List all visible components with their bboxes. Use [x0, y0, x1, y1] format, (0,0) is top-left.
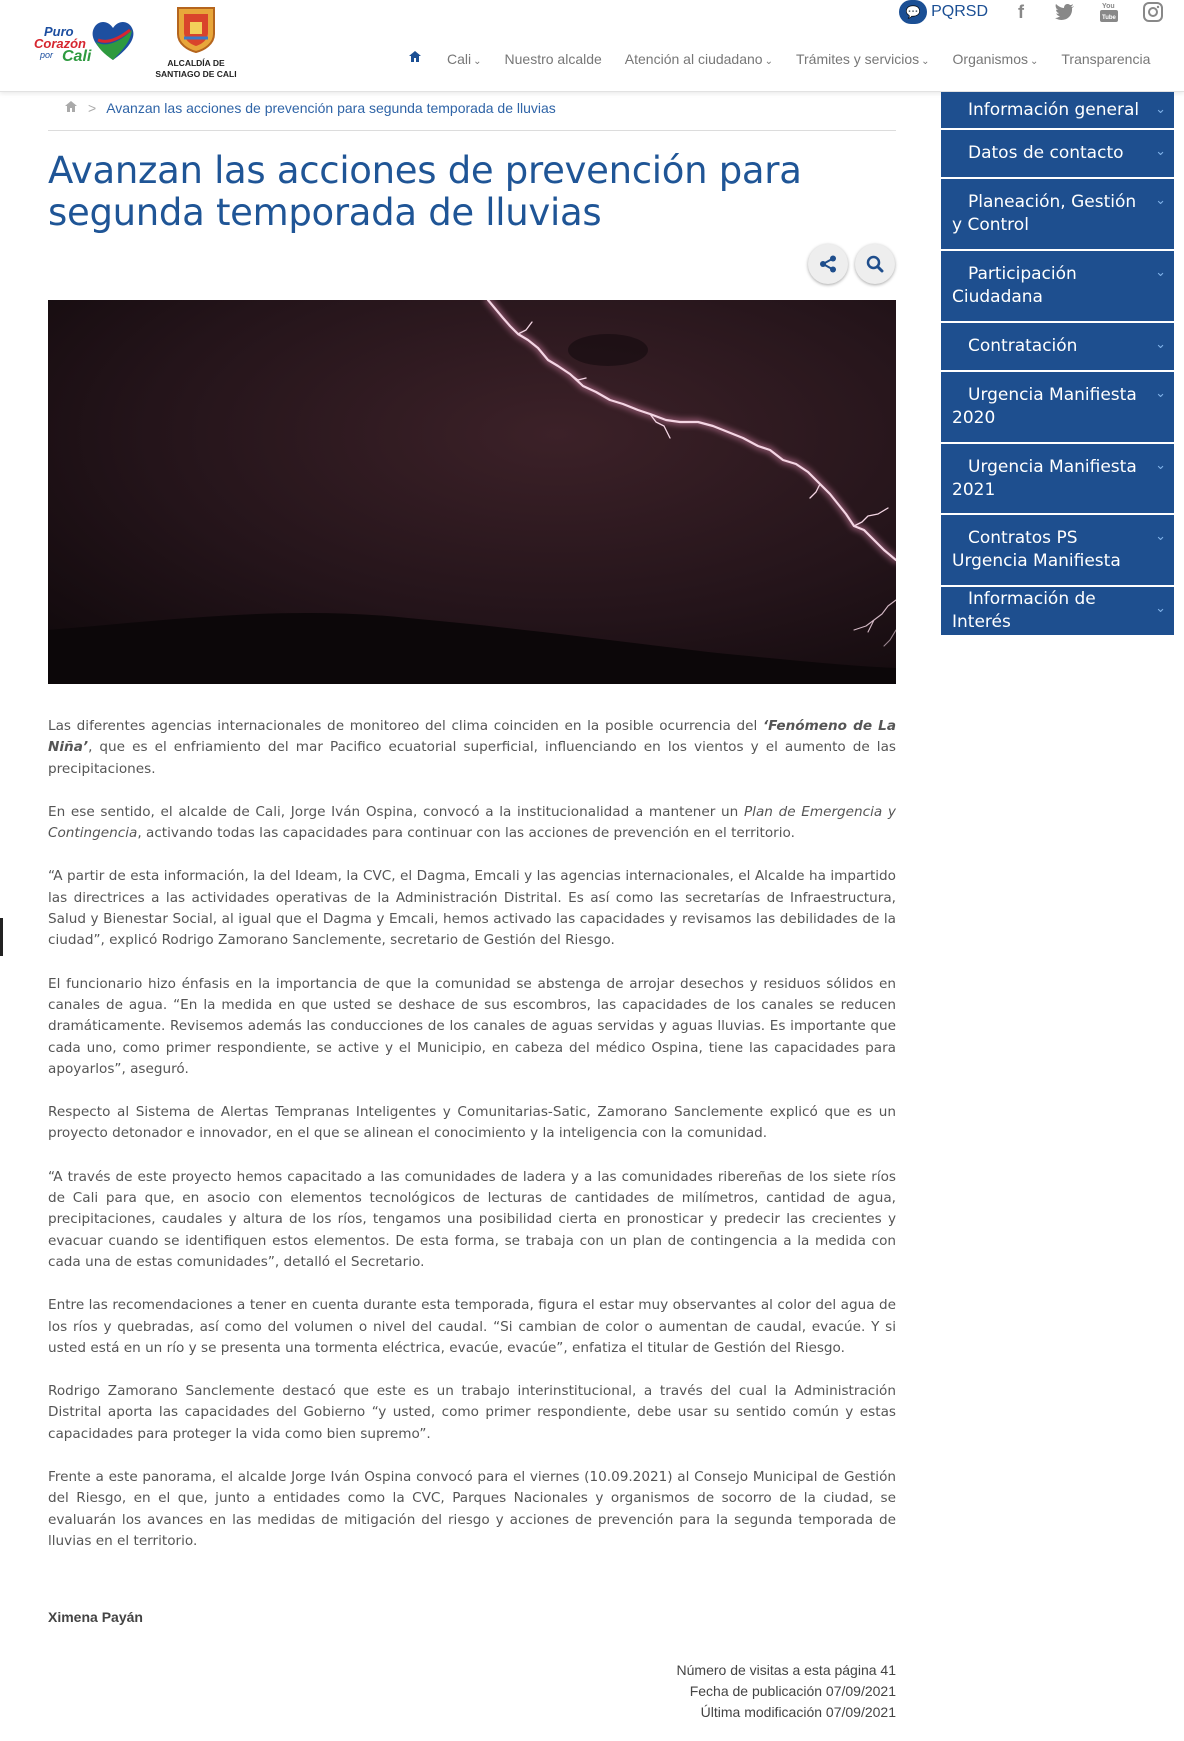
breadcrumb-separator: >	[88, 100, 97, 116]
facebook-icon[interactable]: f	[1018, 1, 1024, 22]
nav-organismos[interactable]: Organismos ⌄	[952, 50, 1039, 67]
paragraph-3: “A partir de esta información, la del Ideam, la CVC, el Dagma, Emcali y las agencias internacionales, el Alcalde ha impartido las directrices a las actividades operativas de la Administración Distrital. Es así como las secretarías de Infraestructura, Salud y Bienestar Social, al igual que el Dagma y Emcali, hemos activado las capacidades y revisamos las debilidades de la ciudad”, explicó Rodrigo Zamorano Sanclemente, secretario de Gestión del Riesgo.	[48, 868, 896, 949]
paragraph-7: Entre las recomendaciones a tener en cuenta durante esta temporada, figura el estar muy observantes al color del agua de los ríos y quebradas, así como del volumen o nivel del caudal. “Si cambian de color o aumentan de caudal, evacúe. Y si usted está en un río y se presenta una tormenta eléctrica, evacúe, evacúe”, enfatiza el titular de Gestión del Riesgo.	[48, 1297, 896, 1356]
logo-text-puro: Puro	[44, 24, 74, 39]
sidebar-item-planeacion[interactable]: Planeación, Gestión y Control ⌄	[941, 179, 1174, 251]
visit-count: Número de visitas a esta página 41	[676, 1662, 896, 1678]
chevron-down-icon: ⌄	[1030, 55, 1039, 67]
alcaldia-line2: SANTIAGO DE CALI	[155, 69, 237, 79]
alcaldia-line1: ALCALDÍA DE	[167, 58, 225, 68]
sidebar-item-contratos-ps[interactable]: Contratos PS Urgencia Manifiesta ⌄	[941, 515, 1174, 587]
pqrsd-link[interactable]	[899, 0, 988, 24]
puro-corazon-logo[interactable]	[32, 18, 136, 68]
article-image	[48, 300, 896, 684]
chevron-down-icon: ⌄	[1155, 144, 1166, 159]
paragraph-8: Rodrigo Zamorano Sanclemente destacó que este es un trabajo interinstitucional, a través del cual la Administración Distrital aporta las capacidades del Gobierno “y usted, como primer respondiente, debe usar su sentido común y estas capacidades para proteger la vida como bien supremo”.	[48, 1383, 896, 1442]
article-author: Ximena Payán	[48, 1609, 143, 1625]
breadcrumb	[48, 100, 896, 131]
paragraph-2: En ese sentido, el alcalde de Cali, Jorge Iván Ospina, convocó a la institucionalidad a mantener un Plan de Emergencia y Contingencia, activando todas las capacidades para continuar con las acciones de prevención en el territorio.	[48, 803, 896, 842]
chevron-down-icon: ⌄	[1155, 458, 1166, 473]
chat-bubble-icon: 💬	[899, 0, 927, 24]
page-edge-marker	[0, 918, 3, 956]
publication-date: Fecha de publicación 07/09/2021	[689, 1683, 896, 1699]
search-button[interactable]	[855, 244, 895, 284]
logo-text-por: por	[40, 50, 54, 60]
pqrsd-label: PQRSD	[931, 3, 988, 20]
article-body	[48, 716, 896, 1574]
svg-text:Tube: Tube	[1102, 15, 1116, 21]
sidebar-item-urgencia-2021[interactable]: Urgencia Manifiesta 2021 ⌄	[941, 444, 1174, 515]
sidebar-item-urgencia-2020[interactable]: Urgencia Manifiesta 2020 ⌄	[941, 372, 1174, 444]
chevron-down-icon: ⌄	[764, 55, 773, 67]
article-meta	[677, 1660, 896, 1723]
breadcrumb-current[interactable]: Avanzan las acciones de prevención para segunda temporada de lluvias	[106, 100, 556, 116]
plan-emergencia-emphasis: Plan de Emergencia y Contingencia	[48, 803, 896, 842]
top-links	[899, 0, 1164, 24]
chevron-down-icon: ⌄	[1155, 102, 1166, 117]
heart-icon	[90, 18, 136, 62]
youtube-icon[interactable]	[1098, 1, 1120, 23]
nav-nuestro-alcalde[interactable]: Nuestro alcalde	[504, 50, 602, 67]
home-icon[interactable]	[408, 50, 422, 67]
logo-text-cali: Cali	[62, 48, 92, 65]
svg-text:You: You	[1102, 3, 1115, 10]
search-icon	[866, 255, 884, 273]
sidebar-item-participacion[interactable]: Participación Ciudadana ⌄	[941, 251, 1174, 323]
share-icon	[819, 255, 837, 273]
sidebar-item-informacion-general[interactable]: Información general ⌄	[941, 92, 1174, 130]
chevron-down-icon: ⌄	[1155, 386, 1166, 401]
breadcrumb-home-icon[interactable]	[64, 100, 78, 116]
nav-cali[interactable]: Cali ⌄	[447, 50, 482, 67]
paragraph-4: El funcionario hizo énfasis en la importancia de que la comunidad se abstenga de arrojar desechos y residuos sólidos en canales de agua. “En la medida en que usted se deshace de sus escombros, las capacidades de los canales se reducen dramáticamente. Revisemos además las conducciones de los canales de aguas servidas y aguas lluvias. Es importante que cada uno, como primer respondiente, se active y el Municipio, en cabeza del médico Ospina, tiene las capacidades para apoyarlos”, aseguró.	[48, 975, 896, 1077]
sidebar-item-informacion-interes[interactable]: Información de Interés ⌄	[941, 587, 1174, 637]
chevron-down-icon: ⌄	[473, 55, 482, 67]
sidebar-item-contratacion[interactable]: Contratación ⌄	[941, 323, 1174, 372]
page-title: Avanzan las acciones de prevención para segunda temporada de lluvias	[48, 149, 802, 234]
logo-text-corazon: Corazón	[34, 36, 86, 51]
sidebar-menu	[941, 92, 1174, 637]
paragraph-9: Frente a este panorama, el alcalde Jorge Iván Ospina convocó para el viernes (10.09.2021) al Consejo Municipal de Gestión del Riesgo, en el que, junto a entidades como la CVC, Parques Nacionales y organismos de socorro de la ciudad, se evaluarán los avances en las medidas de mitigación del riesgo y acciones de prevención para la segunda temporada de lluvias en el territorio.	[48, 1469, 896, 1549]
instagram-icon[interactable]	[1142, 1, 1164, 23]
modification-date: Última modificación 07/09/2021	[700, 1704, 896, 1720]
city-crest-icon	[174, 4, 218, 54]
paragraph-1: Las diferentes agencias internacionales de monitoreo del clima coinciden en la posible ocurrencia del ‘Fenómeno de La Niña’, que es el enfriamiento del mar Pacifico ecuatorial superficial, influenciando en los vientos y el aumento de las precipitaciones.	[48, 718, 896, 777]
nav-atencion-ciudadano[interactable]: Atención al ciudadano ⌄	[624, 50, 773, 67]
nav-transparencia[interactable]: Transparencia	[1061, 50, 1151, 67]
paragraph-5: Respecto al Sistema de Alertas Tempranas Inteligentes y Comunitarias-Satic, Zamorano Sanclemente explicó que es un proyecto detonador e innovador, en el que se alinean el conocimiento y la inteligencia con la comunidad.	[48, 1104, 896, 1142]
chevron-down-icon: ⌄	[1155, 265, 1166, 280]
nav-tramites-servicios[interactable]: Trámites y servicios ⌄	[795, 50, 930, 67]
lightning-photo	[48, 300, 896, 684]
chevron-down-icon: ⌄	[1155, 529, 1166, 544]
chevron-down-icon: ⌄	[1155, 601, 1166, 616]
site-header	[0, 0, 1184, 92]
chevron-down-icon: ⌄	[1155, 337, 1166, 352]
fenomeno-la-nina-emphasis: ‘Fenómeno de La Niña’	[48, 718, 896, 756]
paragraph-6: “A través de este proyecto hemos capacitado a las comunidades de ladera y a las comunidades ribereñas de los siete ríos de Cali para que, en asocio con elementos tecnológicos de lecturas de cantidades de milímetros, cantidad de agua, precipitaciones, caudales y altura de los ríos, tengamos una posibilidad cierta en pronosticar y predecir las crecientes y evacuar cuando se identifiquen estos elementos. De esta forma, se trabaja con un plan de contingencia a la medida con cada una de estas comunidades”, detalló el Secretario.	[48, 1168, 896, 1270]
sidebar-item-datos-contacto[interactable]: Datos de contacto ⌄	[941, 130, 1174, 179]
alcaldia-logo[interactable]	[148, 4, 244, 80]
twitter-icon[interactable]	[1054, 1, 1076, 23]
chevron-down-icon: ⌄	[1155, 193, 1166, 208]
share-button[interactable]	[808, 244, 848, 284]
main-nav	[408, 50, 1173, 67]
chevron-down-icon: ⌄	[921, 55, 930, 67]
